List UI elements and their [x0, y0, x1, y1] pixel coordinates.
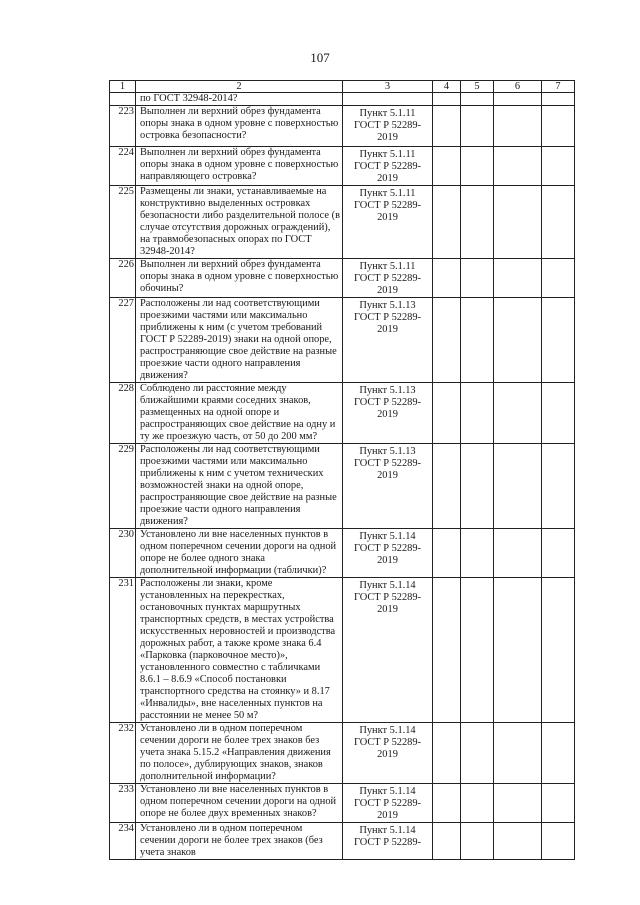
answer-cell-col7	[542, 444, 575, 529]
answer-cell-col5	[461, 723, 494, 784]
answer-cell-col7	[542, 259, 575, 298]
table-row	[110, 444, 575, 529]
row-number: 226	[110, 259, 136, 298]
question-text: Установлено ли в одном поперечном сечении дороги не более трех знаков без учета знака 5.15.2 «Направления движения по полосе», дублирующих знаков, знаков дополнительной информации?	[136, 723, 343, 784]
answer-cell-col5	[461, 823, 494, 860]
column-header: 1	[110, 81, 136, 93]
question-text: Выполнен ли верхний обрез фундамента опоры знака в одном уровне с поверхностью обочины?	[136, 259, 343, 298]
table-row	[110, 383, 575, 444]
question-text: Соблюдено ли расстояние между ближайшими краями соседних знаков, размещенных на одной опоре и распространяющих свое действие на одну и ту же проезжую часть, от 50 до 200 мм?	[136, 383, 343, 444]
answer-cell-col5	[461, 147, 494, 186]
column-header: 2	[136, 81, 343, 93]
answer-cell-col5	[461, 186, 494, 259]
answer-cell-col4	[433, 578, 461, 723]
answer-cell-col5	[461, 444, 494, 529]
column-header: 3	[343, 81, 433, 93]
answer-cell-col4	[433, 529, 461, 578]
answer-cell-col6	[494, 823, 542, 860]
answer-cell-col7	[542, 298, 575, 383]
reference-text: Пункт 5.1.14 ГОСТ Р 52289-2019	[343, 784, 433, 823]
row-number: 223	[110, 106, 136, 147]
answer-cell-col4	[433, 444, 461, 529]
answer-cell-col5	[461, 784, 494, 823]
answer-cell-col6	[494, 147, 542, 186]
table-row	[110, 186, 575, 259]
row-number: 224	[110, 147, 136, 186]
row-number: 232	[110, 723, 136, 784]
answer-cell-col4	[433, 298, 461, 383]
table-row	[110, 147, 575, 186]
reference-text: Пункт 5.1.11 ГОСТ Р 52289-2019	[343, 106, 433, 147]
table-row	[110, 106, 575, 147]
answer-cell-col4	[433, 106, 461, 147]
column-header: 5	[461, 81, 494, 93]
answer-cell-col7	[542, 529, 575, 578]
table-row	[110, 578, 575, 723]
reference-text: Пункт 5.1.11 ГОСТ Р 52289-2019	[343, 259, 433, 298]
question-text: Расположены ли над соответствующими проезжими частями или максимально приближены к ним с учетом технических возможностей знаки на одной опоре, распространяющие свое действие на разные проезжие части одного направления движения?	[136, 444, 343, 529]
question-text: Установлено ли вне населенных пунктов в одном поперечном сечении дороги на одной опоре не более двух временных знаков?	[136, 784, 343, 823]
table-row	[110, 823, 575, 860]
continuation-row	[110, 93, 575, 106]
answer-cell-col7	[542, 723, 575, 784]
column-header: 4	[433, 81, 461, 93]
checklist-table	[109, 80, 575, 860]
answer-cell-col4	[433, 723, 461, 784]
question-text: Размещены ли знаки, устанавливаемые на конструктивно выделенных островках безопасности либо разделительной полосе (в случае отсутствия дорожных ограждений), на травмобезопасных опорах по ГОСТ 32948-2014?	[136, 186, 343, 259]
answer-cell-col6	[494, 723, 542, 784]
answer-cell-col7	[542, 823, 575, 860]
answer-cell-col7	[542, 106, 575, 147]
reference-text: Пункт 5.1.14 ГОСТ Р 52289-2019	[343, 529, 433, 578]
question-text: Выполнен ли верхний обрез фундамента опоры знака в одном уровне с поверхностью островка безопасности?	[136, 106, 343, 147]
row-number: 228	[110, 383, 136, 444]
answer-cell-col5	[461, 383, 494, 444]
reference-text: Пункт 5.1.13 ГОСТ Р 52289-2019	[343, 383, 433, 444]
table-row	[110, 259, 575, 298]
answer-cell-col6	[494, 444, 542, 529]
answer-cell-col4	[433, 784, 461, 823]
row-number: 227	[110, 298, 136, 383]
answer-cell-col5	[461, 259, 494, 298]
header-row	[110, 81, 575, 93]
answer-cell-col6	[494, 298, 542, 383]
question-text: Расположены ли знаки, кроме установленных на перекрестках, остановочных пунктах маршрутных транспортных средств, в местах устройства искусственных неровностей и производства дорожных работ, а также кроме знака 6.4 «Парковка (парковочное место)», установленного совместно с табличками 8.6.1 – 8.6.9 «Способ постановки транспортного средства на стоянку» и 8.17 «Инвалиды», вне населенных пунктов на расстоянии не менее 50 м?	[136, 578, 343, 723]
table-row	[110, 784, 575, 823]
question-text: Установлено ли вне населенных пунктов в одном поперечном сечении дороги на одной опоре не более одного знака дополнительной информации (таблички)?	[136, 529, 343, 578]
row-number: 234	[110, 823, 136, 860]
answer-cell-col5	[461, 298, 494, 383]
answer-cell-col6	[494, 784, 542, 823]
question-text: Расположены ли над соответствующими проезжими частями или максимально приближены к ним (с учетом требований ГОСТ Р 52289-2019) знаки на одной опоре, распространяющие свое действие на разные проезжие части одного направления движения?	[136, 298, 343, 383]
answer-cell-col7	[542, 383, 575, 444]
row-number: 230	[110, 529, 136, 578]
answer-cell-col5	[461, 529, 494, 578]
column-header: 6	[494, 81, 542, 93]
page-number: 107	[310, 50, 330, 65]
answer-cell-col5	[461, 106, 494, 147]
answer-cell-col4	[433, 186, 461, 259]
answer-cell-col5	[461, 578, 494, 723]
column-header: 7	[542, 81, 575, 93]
row-number: 233	[110, 784, 136, 823]
reference-text: Пункт 5.1.13 ГОСТ Р 52289-2019	[343, 444, 433, 529]
reference-text: Пункт 5.1.11 ГОСТ Р 52289-2019	[343, 186, 433, 259]
answer-cell-col4	[433, 823, 461, 860]
answer-cell-col6	[494, 529, 542, 578]
row-number: 231	[110, 578, 136, 723]
answer-cell-col4	[433, 147, 461, 186]
answer-cell-col7	[542, 578, 575, 723]
reference-text: Пункт 5.1.14 ГОСТ Р 52289-2019	[343, 578, 433, 723]
answer-cell-col4	[433, 383, 461, 444]
answer-cell-col6	[494, 383, 542, 444]
continuation-text: по ГОСТ 32948-2014?	[136, 93, 343, 106]
answer-cell-col6	[494, 259, 542, 298]
question-text: Выполнен ли верхний обрез фундамента опоры знака в одном уровне с поверхностью направляющего островка?	[136, 147, 343, 186]
answer-cell-col7	[542, 784, 575, 823]
answer-cell-col4	[433, 259, 461, 298]
question-text: Установлено ли в одном поперечном сечении дороги не более трех знаков (без учета знаков	[136, 823, 343, 860]
table-row	[110, 529, 575, 578]
answer-cell-col6	[494, 106, 542, 147]
reference-text: Пункт 5.1.13 ГОСТ Р 52289-2019	[343, 298, 433, 383]
reference-text: Пункт 5.1.14 ГОСТ Р 52289-2019	[343, 723, 433, 784]
reference-text: Пункт 5.1.14 ГОСТ Р 52289-	[343, 823, 433, 860]
answer-cell-col6	[494, 186, 542, 259]
answer-cell-col7	[542, 186, 575, 259]
answer-cell-col7	[542, 147, 575, 186]
table-row	[110, 298, 575, 383]
answer-cell-col6	[494, 578, 542, 723]
row-number: 229	[110, 444, 136, 529]
table-row	[110, 723, 575, 784]
row-number: 225	[110, 186, 136, 259]
reference-text: Пункт 5.1.11 ГОСТ Р 52289-2019	[343, 147, 433, 186]
